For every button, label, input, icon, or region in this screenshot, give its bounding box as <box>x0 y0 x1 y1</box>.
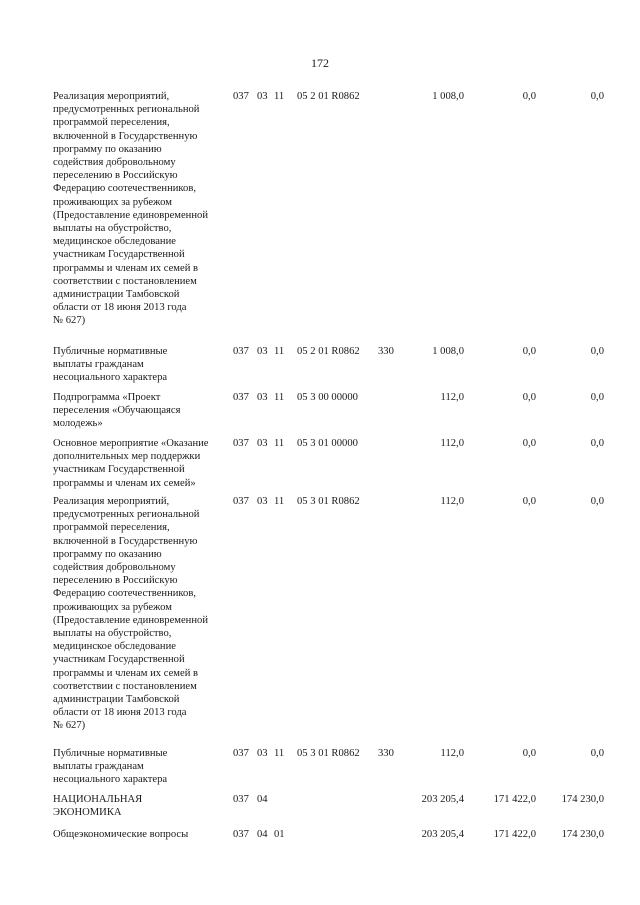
section-code: 04 <box>257 829 268 840</box>
table-row <box>0 828 640 848</box>
amount-year-3: 0,0 <box>590 496 604 507</box>
row-name: Реализация мероприятий, предусмотренных региональной программой переселения, включенной в Государственную программу по оказанию содействия добровольному переселению в Российскую Федерацию соотечественников, проживающих за рубежом (Предоставление единовременной выплаты на обустройство, медицинское обследование участникам Государственной программы и членам их семей в соответствии с постановлением администрации Тамбовской области от 18 июня 2013 года № 627) <box>53 496 208 732</box>
row-name: Реализация мероприятий, предусмотренных региональной программой переселения, включенной в Государственную программу по оказанию содействия добровольному переселению в Российскую Федерацию соотечественников, проживающих за рубежом (Предоставление единовременной выплаты на обустройство, медицинское обследование участникам Государственной программы и членам их семей в соответствии с постановлением администрации Тамбовской области от 18 июня 2013 года № 627) <box>53 91 208 327</box>
row-name: Публичные нормативные выплаты гражданам несоциального характера <box>53 346 168 384</box>
amount-year-2: 171 422,0 <box>493 829 536 840</box>
subsection-code: 01 <box>274 829 285 840</box>
ved-code: 037 <box>233 496 249 507</box>
amount-year-2: 0,0 <box>522 91 536 102</box>
section-code: 03 <box>257 438 268 449</box>
subsection-code: 11 <box>274 748 285 759</box>
amount-year-2: 0,0 <box>522 438 536 449</box>
amount-year-1: 203 205,4 <box>421 794 464 805</box>
ved-code: 037 <box>233 91 249 102</box>
amount-year-3: 0,0 <box>590 748 604 759</box>
amount-year-3: 0,0 <box>590 438 604 449</box>
amount-year-1: 112,0 <box>440 438 464 449</box>
table-row <box>0 391 640 437</box>
row-name: НАЦИОНАЛЬНАЯ ЭКОНОМИКА <box>53 794 143 819</box>
subsection-code: 11 <box>274 392 285 403</box>
amount-year-1: 1 008,0 <box>432 91 464 102</box>
target-article-code: 05 2 01 R0862 <box>297 346 360 357</box>
amount-year-2: 0,0 <box>522 748 536 759</box>
ved-code: 037 <box>233 829 249 840</box>
amount-year-1: 112,0 <box>440 748 464 759</box>
row-name: Общеэкономические вопросы <box>53 829 189 840</box>
amount-year-1: 112,0 <box>440 392 464 403</box>
subsection-code: 11 <box>274 496 285 507</box>
section-code: 03 <box>257 346 268 357</box>
target-article-code: 05 3 01 R0862 <box>297 748 360 759</box>
amount-year-1: 203 205,4 <box>421 829 464 840</box>
subsection-code: 11 <box>274 438 285 449</box>
section-code: 03 <box>257 496 268 507</box>
amount-year-1: 112,0 <box>440 496 464 507</box>
table-row <box>0 437 640 495</box>
expense-type-code: 330 <box>378 748 394 759</box>
amount-year-2: 0,0 <box>522 496 536 507</box>
section-code: 03 <box>257 392 268 403</box>
table-row <box>0 345 640 391</box>
ved-code: 037 <box>233 748 249 759</box>
table-row <box>0 90 640 345</box>
amount-year-3: 0,0 <box>590 91 604 102</box>
budget-table <box>0 90 640 848</box>
amount-year-3: 174 230,0 <box>561 794 604 805</box>
amount-year-2: 0,0 <box>522 346 536 357</box>
ved-code: 037 <box>233 438 249 449</box>
target-article-code: 05 2 01 R0862 <box>297 91 360 102</box>
ved-code: 037 <box>233 392 249 403</box>
section-code: 04 <box>257 794 268 805</box>
amount-year-3: 174 230,0 <box>561 829 604 840</box>
target-article-code: 05 3 01 R0862 <box>297 496 360 507</box>
row-name: Публичные нормативные выплаты гражданам несоциального характера <box>53 748 168 786</box>
row-name: Основное мероприятие «Оказание дополнительных мер поддержки участникам Государственной программы и членам их семей» <box>53 438 209 489</box>
table-row <box>0 747 640 793</box>
row-name: Подпрограмма «Проект переселения «Обучающаяся молодежь» <box>53 392 181 430</box>
target-article-code: 05 3 01 00000 <box>297 438 358 449</box>
amount-year-2: 171 422,0 <box>493 794 536 805</box>
section-code: 03 <box>257 91 268 102</box>
ved-code: 037 <box>233 794 249 805</box>
subsection-code: 11 <box>274 91 285 102</box>
section-code: 03 <box>257 748 268 759</box>
subsection-code: 11 <box>274 346 285 357</box>
amount-year-3: 0,0 <box>590 346 604 357</box>
expense-type-code: 330 <box>378 346 394 357</box>
ved-code: 037 <box>233 346 249 357</box>
target-article-code: 05 3 00 00000 <box>297 392 358 403</box>
amount-year-1: 1 008,0 <box>432 346 464 357</box>
table-row <box>0 793 640 828</box>
page-number: 172 <box>311 56 329 70</box>
amount-year-2: 0,0 <box>522 392 536 403</box>
amount-year-3: 0,0 <box>590 392 604 403</box>
table-row <box>0 495 640 747</box>
